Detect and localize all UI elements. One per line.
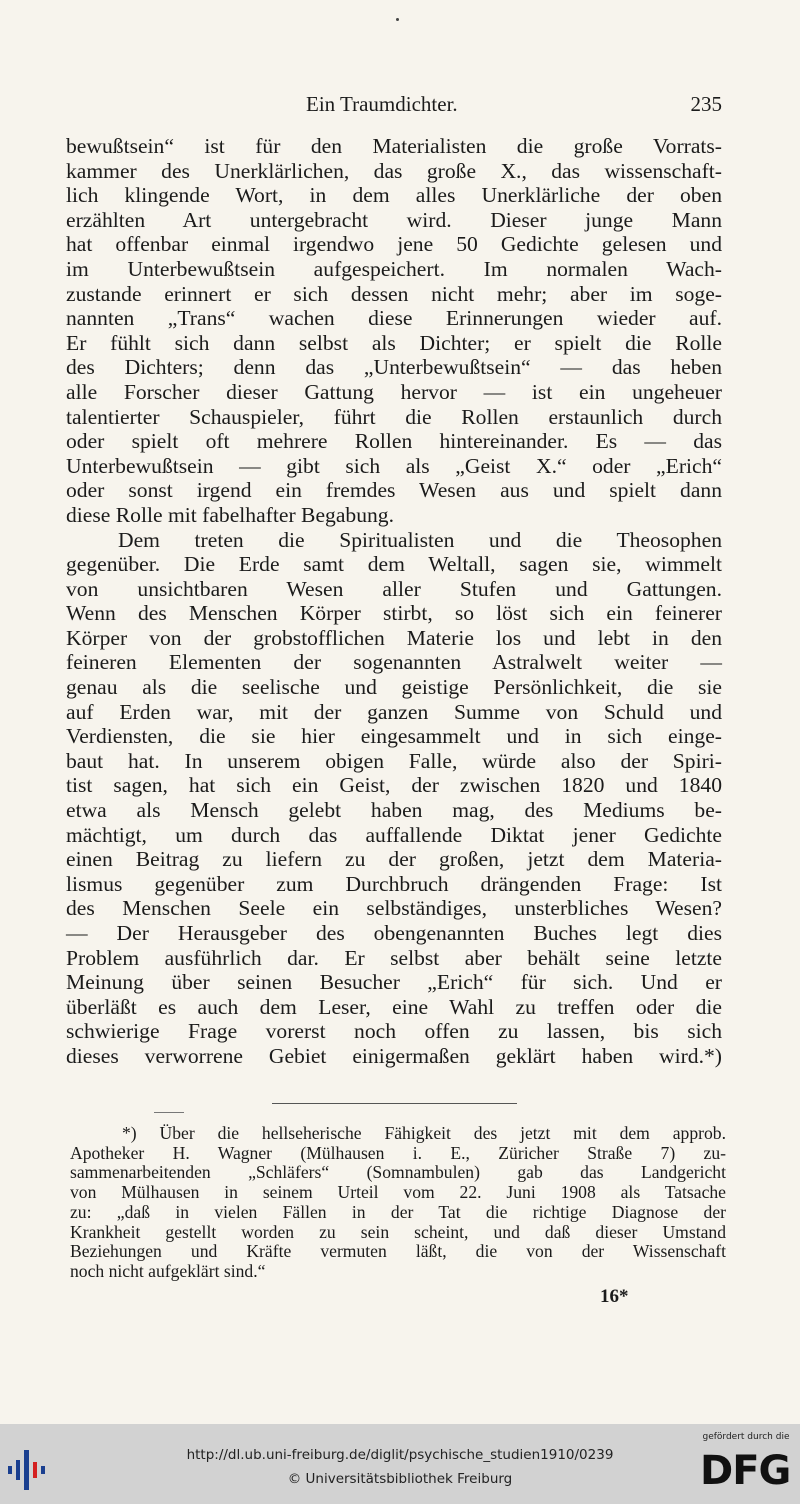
body-line: mächtigt, um durch das auffallende Diktat jener Gedichte (66, 822, 722, 847)
footnote-line: Beziehungen und Kräfte vermuten läßt, die von der Wissenschaft (70, 1241, 726, 1262)
body-line: zustande erinnert er sich dessen nicht mehr; aber im soge- (66, 281, 722, 306)
copyright-notice: © Universitätsbibliothek Freiburg (287, 1471, 513, 1487)
body-text (66, 134, 722, 1069)
viewer-footer (0, 1424, 800, 1504)
body-line: oder spielt oft mehrere Rollen hintereinander. Es — das (66, 429, 722, 454)
running-title: Ein Traumdichter. (306, 92, 458, 116)
body-line: dieses verworrene Gebiet einigermaßen geklärt haben wird.*) (66, 1043, 722, 1068)
body-line: — Der Herausgeber des obengenannten Buches legt dies (66, 921, 722, 945)
body-line: diese Rolle mit fabelhafter Begabung. (66, 502, 394, 527)
body-line: auf Erden war, mit der ganzen Summe von Schuld und (66, 699, 722, 724)
footnote-line: von Mülhausen in seinem Urteil vom 22. Juni 1908 als Tatsache (70, 1182, 726, 1203)
body-line: Verdiensten, die sie hier eingesammelt und in sich einge- (66, 724, 722, 749)
body-line: gegenüber. Die Erde samt dem Weltall, sagen sie, wimmelt (66, 552, 722, 577)
body-line: alle Forscher dieser Gattung hervor — ist ein ungeheuer (66, 379, 722, 404)
body-line: nannten „Trans“ wachen diese Erinnerungen wieder auf. (66, 306, 722, 331)
running-head (66, 92, 722, 118)
body-line: Problem ausführlich dar. Er selbst aber behält seine letzte (66, 945, 722, 970)
signature-mark: 16* (600, 1286, 629, 1307)
body-line: des Menschen Seele ein selbständiges, unsterbliches Wesen? (66, 896, 722, 921)
body-line: überläßt es auch dem Leser, eine Wahl zu treffen oder die (66, 994, 722, 1019)
body-line: Wenn des Menschen Körper stirbt, so löst sich ein feinerer (66, 601, 722, 626)
page-number: 235 (690, 92, 722, 116)
footnote-line: sammenarbeitenden „Schläfers“ (Somnambulen) gab das Landgericht (70, 1162, 726, 1183)
body-line: bewußtsein“ ist für den Materialisten die große Vorrats- (66, 134, 722, 158)
body-line: Meinung über seinen Besucher „Erich“ für sich. Und er (66, 970, 722, 995)
body-line: im Unterbewußtsein aufgespeichert. Im normalen Wach- (66, 256, 722, 281)
body-line: etwa als Mensch gelebt haben mag, des Mediums be- (66, 798, 722, 823)
footnote (70, 1124, 726, 1282)
body-line: des Dichters; denn das „Unterbewußtsein“ — das heben (66, 355, 722, 380)
footnote-line: *) Über die hellseherische Fähigkeit des jetzt mit dem approb. (122, 1123, 726, 1143)
footnote-tick (154, 1112, 184, 1113)
body-line: genau als die seelische und geistige Persönlichkeit, die sie (66, 675, 722, 700)
body-line: Körper von der grobstofflichen Materie los und lebt in den (66, 625, 722, 650)
body-line: oder sonst irgend ein fremdes Wesen aus und spielt dann (66, 478, 722, 503)
body-line: einen Beitrag zu liefern zu der großen, jetzt dem Materia- (66, 847, 722, 872)
body-line: baut hat. In unserem obigen Falle, würde also der Spiri- (66, 748, 722, 773)
body-line: tist sagen, hat sich ein Geist, der zwischen 1820 und 1840 (66, 773, 722, 798)
footnote-line: zu: „daß in vielen Fällen in der Tat die richtige Diagnose der (70, 1201, 726, 1222)
body-line: Dem treten die Spiritualisten und die Theosophen (118, 527, 722, 552)
scan-speck (396, 18, 399, 21)
footnote-line: Krankheit gestellt worden zu sein scheint, und daß dieser Umstand (70, 1221, 726, 1242)
body-line: feineren Elementen der sogenannten Astralwelt weiter — (66, 650, 722, 675)
body-line: von unsichtbaren Wesen aller Stufen und Gattungen. (66, 576, 722, 601)
body-line: Er fühlt sich dann selbst als Dichter; er spielt die Rolle (66, 330, 722, 355)
dfg-logo (698, 1430, 794, 1500)
dfg-mark: DFG (700, 1448, 791, 1494)
footnote-line: Apotheker H. Wagner (Mülhausen i. E., Züricher Straße 7) zu- (70, 1142, 726, 1163)
body-line: hat offenbar einmal irgendwo jene 50 Gedichte gelesen und (66, 232, 722, 257)
body-line: Unterbewußtsein — gibt sich als „Geist X.“ oder „Erich“ (66, 453, 722, 478)
body-line: kammer des Unerklärlichen, das große X., das wissenschaft- (66, 158, 722, 183)
body-line: schwierige Frage vorerst noch offen zu lassen, bis sich (66, 1019, 722, 1044)
permalink-url[interactable]: http://dl.ub.uni-freiburg.de/diglit/psychische_studien1910/0239 (186, 1447, 614, 1463)
body-line: lismus gegenüber zum Durchbruch drängenden Frage: Ist (66, 871, 722, 896)
footnote-divider (272, 1103, 517, 1104)
footnote-line: noch nicht aufgeklärt sind.“ (70, 1260, 266, 1281)
body-line: talentierter Schauspieler, führt die Rollen erstaunlich durch (66, 404, 722, 429)
dfg-caption: gefördert durch die (702, 1432, 790, 1442)
body-line: lich klingende Wort, in dem alles Unerklärliche der oben (66, 183, 722, 208)
body-line: erzählten Art untergebracht wird. Dieser junge Mann (66, 207, 722, 232)
